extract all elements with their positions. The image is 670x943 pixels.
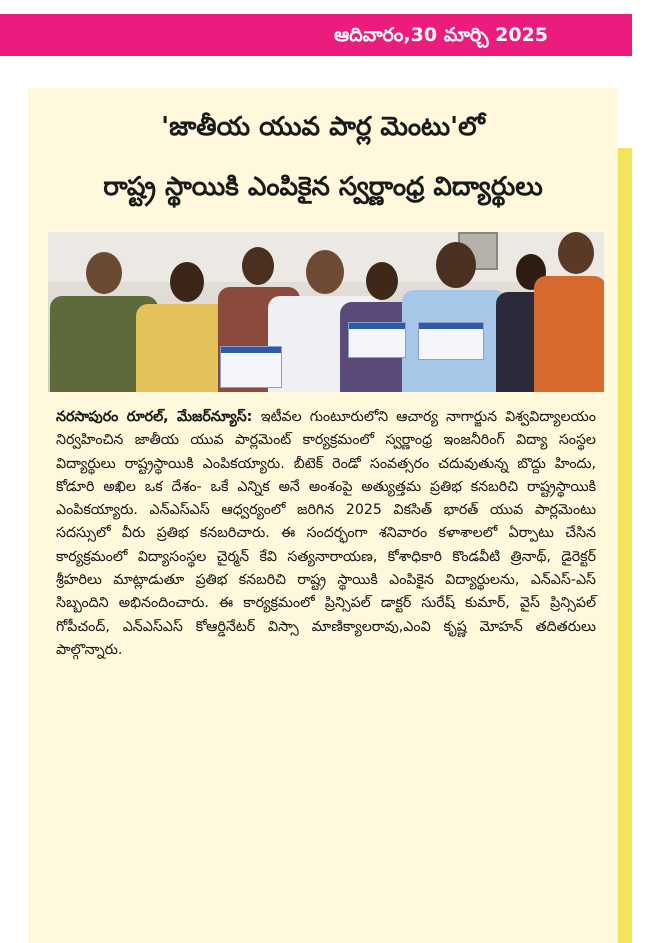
certificate-2 — [348, 322, 406, 358]
news-photo — [48, 232, 604, 392]
clip-side-bar — [618, 148, 632, 943]
article-dateline: నరసాపురం రూరల్, మేజర్‌న్యూస్: — [56, 409, 261, 425]
headline-line-1: 'జాతీయ యువ పార్ల మెంటు'లో — [161, 112, 485, 142]
certificate-3 — [418, 322, 484, 360]
article-body — [56, 406, 596, 662]
article-body-text: ఇటీవల గుంటూరులోని ఆచార్య నాగార్జున విశ్వవిద్యాలయం నిర్వహించిన జాతీయ యువ పార్లమెంట్ కార్యక్రమంలో స్వర్ణాంధ్ర ఇంజనీరింగ్ విద్యా సంస్థల విద్యార్థులు రాష్ట్రస్థాయికి ఎంపికయ్యారు. బీటెక్ రెండో సంవత్సరం చదువుతున్న బొద్దు హిందు, కోడూరి అఖిల ఒక దేశం- ఒకే ఎన్నిక అనే అంశంపై అత్యుత్తమ ప్రతిభ కనబరిచి రాష్ట్రస్థాయికి ఎంపికయ్యారు. ఎన్ఎస్ఎస్ ఆధ్వర్యంలో జరిగిన 2025 వికసిత్ భారత్ యువ పార్లమెంటు సదస్సులో వీరు ప్రతిభ కనబరిచారు. ఈ సందర్భంగా శనివారం కళాశాలలో ఏర్పాటు చేసిన కార్యక్రమంలో విద్యాసంస్థల చైర్మన్ కేవి సత్యనారాయణ, కోశాధికారి కొండవీటి త్రినాథ్, డైరెక్టర్ శ్రీహరిలు మాట్లాడుతూ ప్రతిభ కనబరిచి రాష్ట్ర స్థాయికి ఎంపికైన విద్యార్థులను, ఎన్ఎస్-ఎస్ సిబ్బందిని అభినందించారు. ఈ కార్యక్రమంలో ప్రిన్సిపల్ డాక్టర్ సురేష్ కుమార్, వైస్ ప్రిన్సిపల్ గోపీచంద్, ఎన్ఎస్ఎస్ కోఆర్డినేటర్ విస్సా మాణిక్యాలరావు,ఎంవి కృష్ణ మోహన్ తదితరులు పాల్గొన్నారు. — [56, 409, 596, 658]
publication-date: ఆదివారం,30 మార్చి 2025 — [334, 24, 548, 46]
date-band — [0, 14, 632, 56]
news-clipping — [28, 88, 618, 943]
headline-line-2: రాష్ట్ర స్థాయికి ఎంపికైన స్వర్ణాంధ్ర విద్యార్థులు — [103, 172, 543, 202]
certificate-1 — [220, 346, 282, 388]
